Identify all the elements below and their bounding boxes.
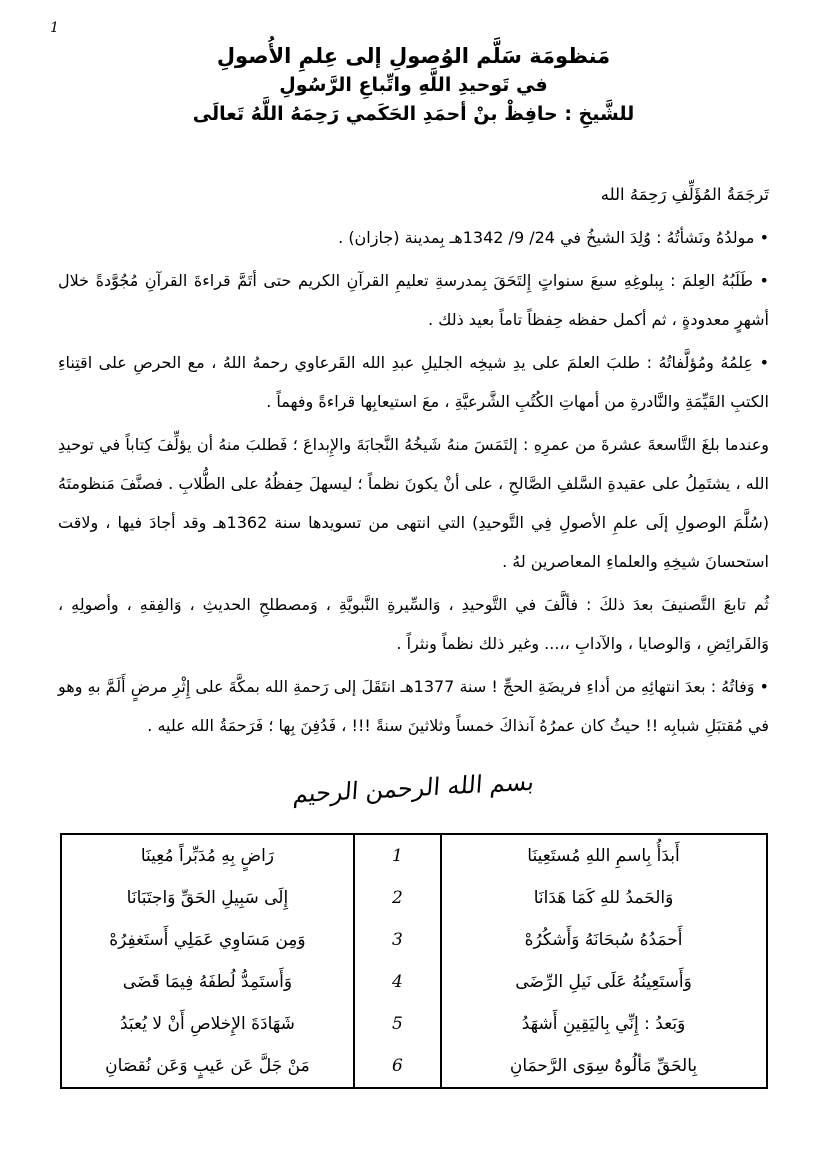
title-line-poem-name: مَنظومَة سَلَّم الوُصولِ إلى عِلمِ الأُصولِ bbox=[216, 44, 611, 68]
title-line-author: للشَّيخِ : حافِظْ بنْ أحمَدِ الحَكَمي رَحِمَهُ اللَّهُ تَعالَى bbox=[192, 103, 635, 125]
verse-4-number: 4 bbox=[354, 961, 440, 1003]
paragraph-birth: • مولدُهُ ونَشأتُهُ : وُلِدَ الشيخُ في 24/ 9/ 1342هـ بِمدينة (جازان) . bbox=[338, 228, 769, 247]
verse-5-second-hemistich: شَهَادَةَ الإِخلاصِ أَنْ لا يُعبَدُ bbox=[119, 1014, 295, 1034]
verse-6-second-hemistich: مَنْ جَلَّ عَن عَيبٍ وَعَن نُقصَانِ bbox=[105, 1056, 310, 1076]
verse-3-first-hemistich: أَحمَدُهُ سُبحَانَهُ وَأَشكُرُهْ bbox=[524, 930, 683, 950]
verse-2-first-hemistich: وَالحَمدُ للهِ كَمَا هَدَانَا bbox=[533, 888, 674, 908]
biography-section bbox=[58, 175, 769, 745]
paragraph-poem-composition: وعندما بلغَ التَّاسعةَ عشرةَ من عمرِهِ : إلتَمَسَ منهُ شَيخُهُ النَّجابَةَ والإِبداعَ ؛ فَطلبَ منهُ أن يؤلِّفَ كِتاباً في توحيدِ الله ، يشتَمِلُ على عقيدةِ السَّلفِ الصَّالحِ ، على أنْ يكونَ نظماً ؛ ليسهلَ حِفظُهُ على الطُّلابِ . فصنَّفَ مَنظومتَهُ (سُلَّمَ الوصولِ إلَى علمِ الأصولِ فِي التَّوحيدِ) التي انتهى من تسويدها سنة 1362هـ وقد أجادَ فيها ، ولاقت استحسانَ شيخِهِ والعلماءِ المعاصرين لهُ . bbox=[58, 435, 770, 571]
verse-row-4 bbox=[61, 961, 767, 1003]
verse-6-number: 6 bbox=[354, 1045, 440, 1088]
verse-6-first-hemistich: بِالحَقِّ مَألُوهٌ سِوَى الرَّحمَانِ bbox=[509, 1056, 698, 1076]
verse-1-second-hemistich: رَاضٍ بِهِ مُدَبِّراً مُعِينَا bbox=[140, 846, 274, 866]
verse-4-second-hemistich: وَأَستَمِدُّ لُطفَهُ فِيمَا قَضَى bbox=[122, 972, 293, 992]
paragraph-death: • وَفاتُهُ : بعدَ انتهائِهِ من أداءِ فريضَةِ الحجِّ ! سنة 1377هـ انتَقَلَ إلى رَحمةِ الله بمكَّةَ على إِثْرِ مرضٍ أَلَمَّ بهِ وهو في مُقتبَلِ شبابِه !! حيثُ كان عمرُهُ آنذاكَ خمساً وثلاثينَ سنةً !!! ، فَدُفِنَ بِها ؛ فَرَحمَةُ الله عليه . bbox=[58, 677, 769, 735]
paragraph-quran-study: • طَلَبُهُ العِلمَ : بِبلوغِهِ سبعَ سنواتٍ إِلتَحَقَ بِمدرسةِ تعليمِ القرآنِ الكريم حتى أتَمَّ قراءةَ القرآنِ مُجُوَّدةً خلال أشهرٍ معدودةٍ ، ثم أكمل حفظه حِفظاً تاماً بعيد ذلك . bbox=[58, 271, 769, 329]
verse-2-second-hemistich: إِلَى سَبِيلِ الحَقِّ وَاجتَبَانَا bbox=[126, 888, 289, 908]
biography-heading: تَرجَمَةُ المُؤَلِّفِ رَحِمَهُ الله bbox=[600, 185, 769, 204]
page-number: 1 bbox=[50, 20, 59, 36]
verse-5-first-hemistich: وَبَعدُ : إِنِّي بِاليَقِينِ أَشهَدُ bbox=[521, 1014, 686, 1034]
verse-3-number: 3 bbox=[354, 919, 440, 961]
verse-row-1 bbox=[61, 834, 767, 877]
title-line-subject: في تَوحيدِ اللَّهِ واتِّباعِ الرَّسُولِ bbox=[279, 74, 548, 96]
paragraph-knowledge-and-works: • عِلمُهُ ومُؤلَّفاتُهُ : طلبَ العلمَ على يدِ شيخِه الجليلِ عبدِ الله القَرعاوي رحمهُ اللهُ ، مع الحرصِ على اقتِناءِ الكتبِ القَيِّمَةِ والنَّادرةِ من أمهاتِ الكُتُبِ الشَّرعيَّةِ ، معَ استيعابِها قراءةً وفهماً . bbox=[58, 353, 769, 411]
poem-table bbox=[60, 833, 768, 1089]
verse-row-5 bbox=[61, 1003, 767, 1045]
verse-1-number: 1 bbox=[354, 834, 440, 877]
verse-1-first-hemistich: أَبدَأُ بِاسمِ اللهِ مُستَعِينَا bbox=[527, 846, 680, 866]
verse-row-2 bbox=[61, 877, 767, 919]
verse-2-number: 2 bbox=[354, 877, 440, 919]
verse-row-6 bbox=[61, 1045, 767, 1088]
document-title-block bbox=[0, 0, 827, 129]
verse-3-second-hemistich: وَمِن مَسَاوِي عَمَلِي أَستَغفِرُهْ bbox=[109, 930, 306, 950]
verse-4-first-hemistich: وَأَستَعِينُهُ عَلَى نَيلِ الرِّضَى bbox=[515, 972, 692, 992]
bismillah-calligraphy bbox=[0, 755, 827, 821]
bismillah-text: بسم الله الرحمن الرحيم bbox=[292, 767, 535, 809]
verse-5-number: 5 bbox=[354, 1003, 440, 1045]
verse-row-3 bbox=[61, 919, 767, 961]
paragraph-later-works: ثُم تابعَ التَّصنيفَ بعدَ ذلكَ : فألَّفَ في التَّوحيدِ ، وَالسِّيرةِ النَّبويَّةِ ، وَمصطلحِ الحديثِ ، وَالفِقهِ ، وأصولِهِ ، وَالفَرائِضِ ، وَالوصايا ، والآدابِ ،،... وغير ذلك نظماً ونثراً . bbox=[58, 595, 769, 653]
